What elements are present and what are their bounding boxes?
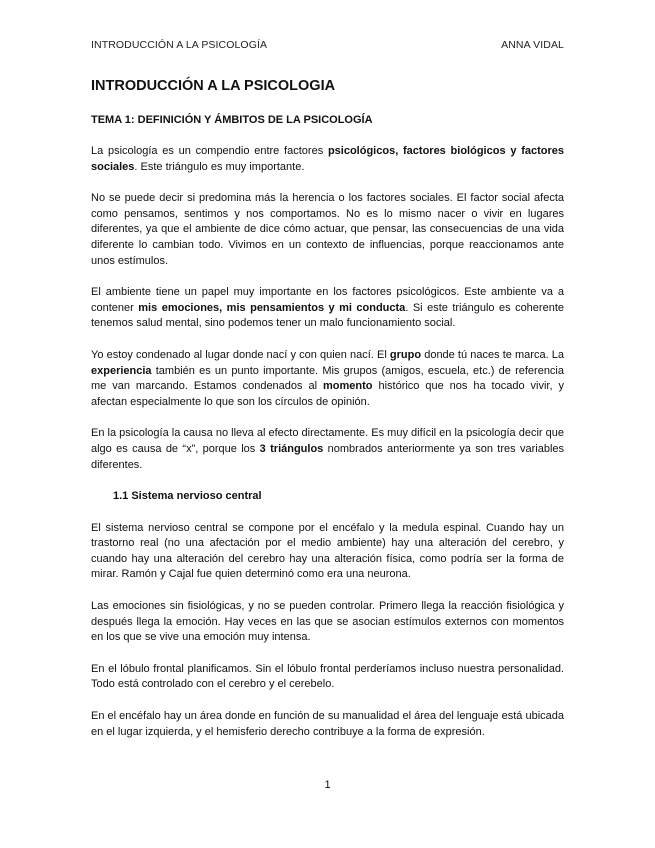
header-author: ANNA VIDAL [501,39,564,51]
page-number: 1 [324,779,331,791]
p4-text-c: donde tú naces te marca. La [421,348,564,361]
p5-text-c: nombrados anteriormente ya son tres variables diferentes. [91,442,565,471]
p4-bold-momento: momento [323,380,373,393]
paragraph-3 [91,285,564,332]
paragraph-2: No se puede decir si predomina más la herencia o los factores sociales. El factor social afecta como pensamos, sentimos y nos comportamos. No es lo mismo nacer o vivir en lugares diferentes, ya que el ambiente de dice cómo actuar, que pensar, las consecuencias de una vida diferente lo cambian todo. Vivimos en un contexto de influencias, porque reaccionamos ante unos estímulos. [91,192,564,267]
paragraph-8: En el lóbulo frontal planificamos. Sin el lóbulo frontal perderíamos incluso nuestra personalidad. Todo está controlado con el cerebro y el cerebelo. [91,662,564,691]
paragraph-5 [91,426,564,473]
document-title: INTRODUCCIÓN A LA PSICOLOGIA [91,78,336,94]
p5-bold-triangulos: 3 triángulos [259,442,324,455]
paragraph-9: En el encéfalo hay un área donde en función de su manualidad el área del lenguaje está ubicada en el lugar izquierda, y el hemisferio derecho contribuye a la forma de expresión. [91,710,564,738]
p4-text-a: Yo estoy condenado al lugar donde nací y con quien nací. El [91,348,390,361]
p4-text-e: también es un punto importante. Mis grupos (amigos, escuela, etc.) de referencia me van marcando. Estamos condenados al [91,364,564,393]
paragraph-6: El sistema nervioso central se compone por el encéfalo y la medula espinal. Cuando hay un trastorno real (no una afectación por el medio ambiente) hay una alteración del cerebro, y cuando hay una alteración del cerebro hay una alteración física, como podría ser la forma de mirar. Ramón y Cajal fue quien determinó como era una neurona. [91,521,564,581]
p5-text-a: En la psicología la causa no lleva al efecto directamente. Es muy difícil en la psicología decir que algo es causa de “x”, porque los [91,427,564,455]
p4-text-g: histórico que nos ha tocado vivir, y afectan especialmente lo que son los círculos de opinión. [91,380,564,408]
paragraph-1 [91,144,564,175]
paragraph-7: Las emociones sin fisiológicas, y no se pueden controlar. Primero llega la reacción fisiológica y después llega la emoción. Hay veces en las que se asocian estímulos externos con momentos en los que se vive una emoción muy intensa. [91,600,564,644]
p1-text-a: La psicología es un compendio entre factores [91,145,328,157]
p3-text-a: El ambiente tiene un papel muy importante en los factores psicológicos. Este ambiente va a contener [91,286,564,314]
header-course-title: INTRODUCCIÓN A LA PSICOLOGÍA [91,39,268,51]
page-header [91,39,564,51]
document-body [91,144,564,756]
section-heading: 1.1 Sistema nervioso central [113,490,262,503]
p3-bold-triangle: mis emociones, mis pensamientos y mi conducta [138,301,406,314]
paragraph-4 [91,348,564,410]
p3-text-c: . Si este triángulo es coherente tenemos salud mental, sino podemos tener un malo funcionamiento social. [91,301,564,330]
p1-text-c: . Este triángulo es muy importante. [134,160,305,173]
p4-bold-grupo: grupo [389,348,422,361]
p4-bold-experiencia: experiencia [91,364,152,377]
p1-bold-factors: psicológicos, factores biológicos y factores sociales [91,145,564,173]
topic-title: TEMA 1: DEFINICIÓN Y ÁMBITOS DE LA PSICOLOGÍA [91,114,373,126]
